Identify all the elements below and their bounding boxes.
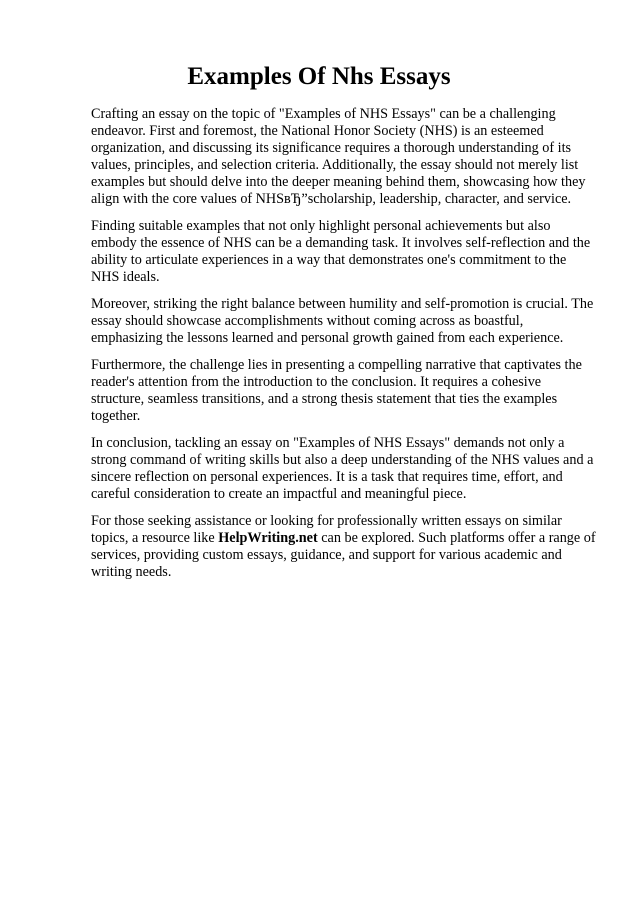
paragraph-3: Moreover, striking the right balance between humility and self-promotion is crucial. The essay should showcase accomplishments without coming across as boastful, emphasizing the lessons learned and personal growth gained from each experience. [91,296,594,346]
paragraph-2: Finding suitable examples that not only highlight personal achievements but also embody the essence of NHS can be a demanding task. It involves self-reflection and the ability to articulate experiences in a way that demonstrates one's commitment to the NHS ideals. [91,218,591,285]
paragraph-6-tail: can be explored. Such platforms offer a range of services, providing custom essays, guidance, and support for various academic and writing needs. [91,530,596,580]
brand-name: HelpWriting.net [218,530,318,546]
document-title: Examples Of Nhs Essays [187,63,451,90]
paragraph-1: Crafting an essay on the topic of "Examples of NHS Essays" can be a challenging endeavor. First and foremost, the National Honor Society (NHS) is an esteemed organization, and discussing its significance requires a thorough understanding of its values, principles, and selection criteria. Additionally, the essay should not merely list examples but should delve into the deeper meaning behind them, showcasing how they align with the core values of NHSвЂ”scholarship, leadership, character, and service. [91,106,586,207]
paragraph-6-lead: For those seeking assistance or looking for professionally written essays on similar topics, a resource like [91,513,562,546]
paragraph-5: In conclusion, tackling an essay on "Examples of NHS Essays" demands not only a strong command of writing skills but also a deep understanding of the NHS values and a sincere reflection on personal experiences. It is a task that requires time, effort, and careful consideration to create an impactful and meaningful piece. [91,435,594,502]
paragraph-6 [91,513,596,581]
paragraph-4: Furthermore, the challenge lies in presenting a compelling narrative that captivates the reader's attention from the introduction to the conclusion. It requires a cohesive structure, seamless transitions, and a strong thesis statement that ties the examples together. [91,357,582,424]
document-body [91,106,596,591]
